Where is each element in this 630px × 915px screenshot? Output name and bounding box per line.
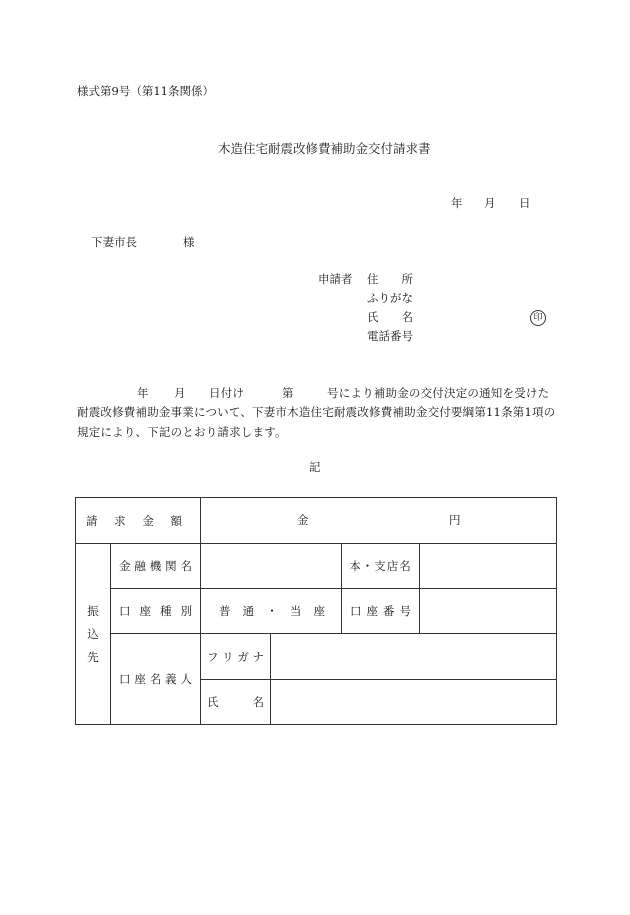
holder-label-char: 義	[165, 672, 177, 686]
account-type-value-char: 座	[313, 604, 325, 618]
amount-label-char: 請	[86, 513, 98, 528]
addressee-name: 下妻市長	[91, 235, 137, 249]
bank-name-label-char: 融	[134, 559, 146, 573]
date-month: 月	[484, 196, 496, 210]
body-line1-number-prefix: 第	[282, 386, 294, 400]
holder-furigana-label-cell	[201, 634, 271, 680]
amount-currency: 金	[297, 512, 309, 527]
form-number: 様式第9号（第11条関係）	[77, 84, 214, 98]
transfer-label-cell	[76, 544, 111, 725]
amount-label-cell	[76, 498, 201, 544]
holder-name-label-char: 氏	[207, 695, 219, 709]
account-type-value-cell[interactable]	[201, 589, 342, 634]
date-year: 年	[451, 196, 463, 210]
transfer-label-char: 先	[87, 650, 99, 664]
amount-label-char: 金	[142, 513, 154, 528]
holder-furigana-label-char: ナ	[252, 649, 264, 664]
bank-name-label-cell	[111, 544, 201, 589]
account-type-value-char: 普	[219, 604, 231, 618]
branch-label: 本・支店名	[349, 559, 412, 573]
account-type-value-char: 当	[289, 604, 302, 618]
amount-unit: 円	[449, 512, 461, 527]
applicant-phone-label: 電話番号	[367, 329, 413, 343]
account-number-label-char: 号	[399, 604, 411, 618]
branch-value-cell[interactable]	[420, 544, 557, 589]
amount-label-char: 求	[114, 513, 126, 528]
body-line1-year: 年	[137, 386, 149, 400]
holder-furigana-value-cell[interactable]	[271, 634, 557, 680]
holder-name-label-char: 名	[252, 695, 264, 709]
document-title: 木造住宅耐震改修費補助金交付請求書	[218, 141, 431, 156]
body-line1-date-suffix: 日付け	[209, 386, 245, 400]
account-type-label-cell	[111, 589, 201, 634]
account-number-label-char: 口	[350, 604, 362, 618]
branch-label-cell	[342, 544, 420, 589]
applicant-name-label: 氏 名	[367, 310, 413, 324]
applicant-address-label: 住 所	[367, 272, 413, 286]
bank-name-label-char: 関	[165, 559, 177, 573]
amount-label-char: 額	[170, 513, 182, 528]
holder-furigana-label-char: フ	[207, 649, 219, 664]
account-number-label-cell	[342, 589, 420, 634]
account-type-label-char: 口	[119, 604, 131, 618]
bank-name-label-char: 名	[180, 559, 192, 573]
transfer-request-table	[75, 497, 557, 725]
addressee-honorific: 様	[183, 235, 195, 249]
account-number-value-cell[interactable]	[420, 589, 557, 634]
body-line1-rest: 号により補助金の交付決定の通知を受けた	[327, 386, 550, 400]
bank-name-label-char: 金	[119, 559, 131, 573]
transfer-label-char: 込	[87, 627, 99, 641]
holder-label-char: 座	[134, 672, 146, 686]
holder-furigana-label-char: リ	[222, 649, 234, 664]
account-type-label-char: 種	[160, 604, 172, 618]
body-line3: 規定により、下記のとおり請求します。	[77, 425, 287, 439]
holder-label-char: 名	[149, 672, 162, 686]
applicant-furigana-label: ふりがな	[367, 291, 413, 305]
account-type-value-char: ・	[266, 604, 278, 618]
body-line2: 耐震改修費補助金事業について、下妻市木造住宅耐震改修費補助金交付要綱第11条第1項の	[77, 405, 556, 419]
bank-name-label-char: 機	[149, 559, 162, 573]
transfer-label-char: 振	[87, 604, 99, 618]
account-type-value-char: 通	[242, 604, 255, 618]
bank-name-value-cell[interactable]	[201, 544, 342, 589]
amount-value-cell[interactable]	[201, 498, 557, 544]
holder-name-value-cell[interactable]	[271, 680, 557, 725]
account-type-label-char: 座	[139, 604, 151, 618]
applicant-label: 申請者	[318, 272, 353, 286]
holder-label-char: 人	[180, 672, 192, 686]
date-day: 日	[519, 196, 531, 210]
account-type-label-char: 別	[180, 604, 192, 618]
account-number-label-char: 座	[366, 604, 378, 618]
holder-label-char: 口	[119, 672, 131, 686]
holder-label-cell	[111, 634, 201, 725]
account-number-label-char: 番	[383, 604, 395, 618]
holder-furigana-label-char: ガ	[237, 649, 249, 664]
seal-mark: 印	[530, 310, 546, 326]
body-line1-month: 月	[174, 386, 186, 400]
holder-name-label-cell	[201, 680, 271, 725]
note-heading: 記	[309, 460, 321, 474]
